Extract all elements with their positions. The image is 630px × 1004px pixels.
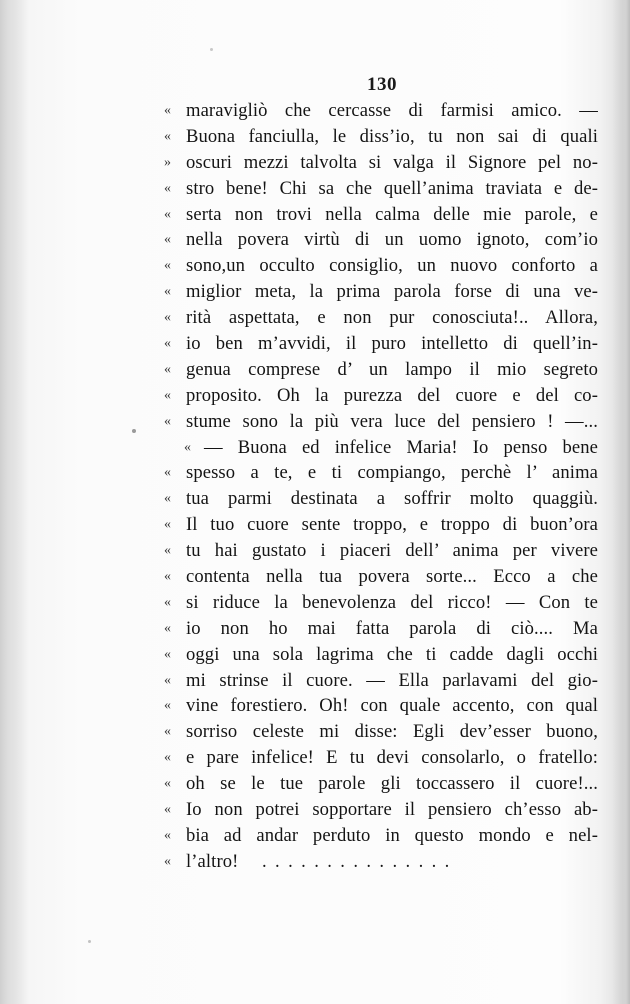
text-line xyxy=(0,176,630,202)
text-line xyxy=(0,849,630,875)
quotation-mark: « xyxy=(164,698,171,714)
line-text: tua parmi destinata a soffrir molto quaggiù. xyxy=(186,488,598,510)
text-line xyxy=(0,486,630,512)
text-line xyxy=(0,331,630,357)
text-line xyxy=(0,616,630,642)
quotation-mark: « xyxy=(164,310,171,326)
quotation-mark: « xyxy=(164,517,171,533)
line-text: tu hai gustato i piaceri dell’ anima per vivere xyxy=(186,540,598,562)
quotation-mark: « xyxy=(164,284,171,300)
quotation-mark: « xyxy=(164,724,171,740)
text-line xyxy=(0,435,630,461)
text-line xyxy=(0,409,630,435)
quotation-mark: « xyxy=(164,387,171,403)
quotation-mark: « xyxy=(164,776,171,792)
quotation-mark: « xyxy=(164,827,171,843)
line-text: Buona fanciulla, le diss’io, tu non sai di quali xyxy=(186,125,598,147)
quotation-mark: « xyxy=(164,232,171,248)
text-line xyxy=(0,98,630,124)
line-text: io non ho mai fatta parola di ciò.... Ma xyxy=(186,617,598,639)
line-text: rità aspettata, e non pur conosciuta!.. Allora, xyxy=(186,307,598,329)
line-text: Io non potrei sopportare il pensiero ch’esso ab- xyxy=(186,799,598,821)
quotation-mark: » xyxy=(164,154,171,170)
text-line xyxy=(0,460,630,486)
text-line xyxy=(0,538,630,564)
text-line xyxy=(0,590,630,616)
paper-speck xyxy=(88,940,91,943)
text-line xyxy=(0,227,630,253)
text-line xyxy=(0,383,630,409)
paper-speck xyxy=(210,48,213,51)
text-line xyxy=(0,357,630,383)
line-text: serta non trovi nella calma delle mie parole, e xyxy=(186,203,598,225)
quotation-mark: « xyxy=(164,258,171,274)
line-text: contenta nella tua povera sorte... Ecco a che xyxy=(186,566,598,588)
line-text: l’altro! xyxy=(186,850,239,872)
quotation-mark: « xyxy=(164,336,171,352)
line-text: mi strinse il cuore. — Ella parlavami del gio- xyxy=(186,669,598,691)
quotation-mark: « xyxy=(164,543,171,559)
line-text: — Buona ed infelice Maria! Io penso bene xyxy=(204,436,598,458)
text-line xyxy=(0,642,630,668)
line-text: Il tuo cuore sente troppo, e troppo di buon’ora xyxy=(186,514,598,536)
quotation-mark: « xyxy=(164,620,171,636)
text-line xyxy=(0,771,630,797)
quotation-mark: « xyxy=(184,439,191,455)
text-line xyxy=(0,797,630,823)
quotation-mark: « xyxy=(164,569,171,585)
line-text: oscuri mezzi talvolta si valga il Signore pel no- xyxy=(186,151,598,173)
line-text: stro bene! Chi sa che quell’anima traviata e de- xyxy=(186,177,598,199)
line-text: oh se le tue parole gli toccassero il cuore!... xyxy=(186,773,598,795)
line-text: genua comprese d’ un lampo il mio segreto xyxy=(186,358,598,380)
text-line xyxy=(0,124,630,150)
quotation-mark: « xyxy=(164,853,171,869)
line-text: e pare infelice! E tu devi consolarlo, o fratello: xyxy=(186,747,598,769)
text-line xyxy=(0,668,630,694)
line-text: maravigliò che cercasse di farmisi amico. — xyxy=(186,100,598,121)
quotation-mark: « xyxy=(164,750,171,766)
text-line xyxy=(0,305,630,331)
quotation-mark: « xyxy=(164,180,171,196)
line-text: miglior meta, la prima parola forse di una ve- xyxy=(186,281,598,303)
line-text: bia ad andar perduto in questo mondo e nel- xyxy=(186,824,598,846)
text-line xyxy=(0,512,630,538)
line-text: sorriso celeste mi disse: Egli dev’esser buono, xyxy=(186,721,598,743)
quotation-mark: « xyxy=(164,103,171,118)
quotation-mark: « xyxy=(164,361,171,377)
line-text: sono,un occulto consiglio, un nuovo conforto a xyxy=(186,255,598,277)
dot-leader: ............... xyxy=(262,850,458,872)
quotation-mark: « xyxy=(164,206,171,222)
text-line xyxy=(0,253,630,279)
text-line xyxy=(0,745,630,771)
paper-speck xyxy=(132,429,136,433)
text-line xyxy=(0,823,630,849)
line-text: stume sono la più vera luce del pensiero ! —... xyxy=(186,410,598,432)
line-text: vine forestiero. Oh! con quale accento, con qual xyxy=(186,695,598,717)
quotation-mark: « xyxy=(164,594,171,610)
line-text: oggi una sola lagrima che ti cadde dagli occhi xyxy=(186,643,598,665)
quotation-mark: « xyxy=(164,646,171,662)
quotation-mark: « xyxy=(164,128,171,144)
quotation-mark: « xyxy=(164,413,171,429)
text-line xyxy=(0,150,630,176)
quotation-mark: « xyxy=(164,802,171,818)
quotation-mark: « xyxy=(164,672,171,688)
text-line xyxy=(0,564,630,590)
body-text xyxy=(0,98,630,875)
text-line xyxy=(0,279,630,305)
text-line xyxy=(0,719,630,745)
line-text: io ben m’avvidi, il puro intelletto di quell’in- xyxy=(186,333,598,355)
text-line xyxy=(0,693,630,719)
line-text: proposito. Oh la purezza del cuore e del co- xyxy=(186,384,598,406)
quotation-mark: « xyxy=(164,465,171,481)
text-line xyxy=(0,202,630,228)
line-text: si riduce la benevolenza del ricco! — Con te xyxy=(186,591,598,613)
page-number: 130 xyxy=(367,74,397,95)
line-text: spesso a te, e ti compiango, perchè l’ anima xyxy=(186,462,598,484)
line-text: nella povera virtù di un uomo ignoto, com’io xyxy=(186,229,598,251)
quotation-mark: « xyxy=(164,491,171,507)
